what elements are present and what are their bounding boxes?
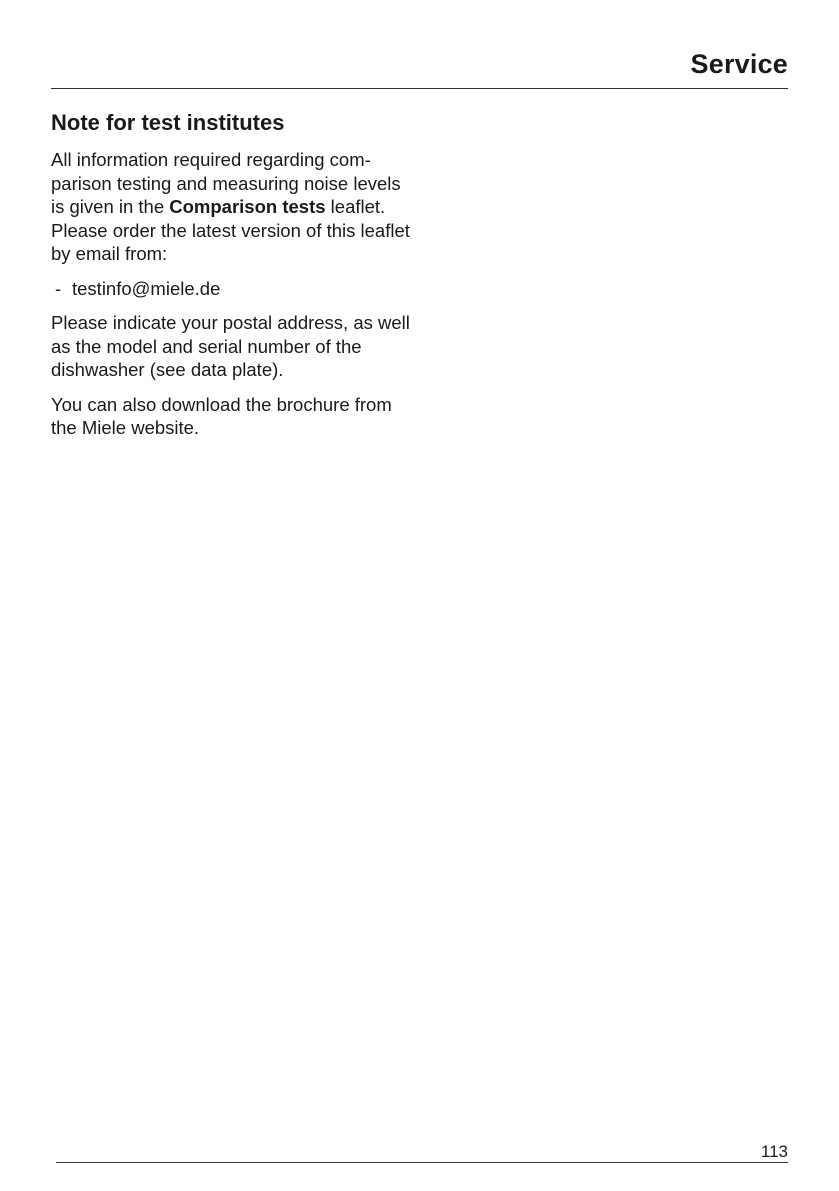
download-note: You can also download the brochure from the Miele website. bbox=[51, 393, 392, 438]
main-content bbox=[51, 108, 411, 451]
footer-divider bbox=[56, 1162, 788, 1163]
email-address: testinfo@miele.de bbox=[72, 277, 221, 299]
leaflet-name: Comparison tests bbox=[169, 196, 326, 217]
page-number: 113 bbox=[760, 1142, 788, 1161]
order-instruction: Please order the latest version of this leaflet by email from: bbox=[51, 219, 410, 264]
email-list bbox=[51, 277, 411, 301]
header-divider bbox=[51, 88, 788, 89]
intro-text-after: leaflet. bbox=[325, 196, 386, 217]
page-header-title: Service bbox=[690, 49, 788, 79]
section-heading: Note for test institutes bbox=[51, 110, 285, 135]
address-note: Please indicate your postal address, as well as the model and serial number of the dishwasher (see data plate). bbox=[51, 312, 410, 380]
intro-paragraph bbox=[51, 148, 411, 266]
list-item bbox=[51, 277, 411, 301]
intro-text-before: All information required regarding com-parison testing and measuring noise levels is given in the bbox=[51, 149, 401, 217]
list-dash: - bbox=[55, 277, 62, 299]
